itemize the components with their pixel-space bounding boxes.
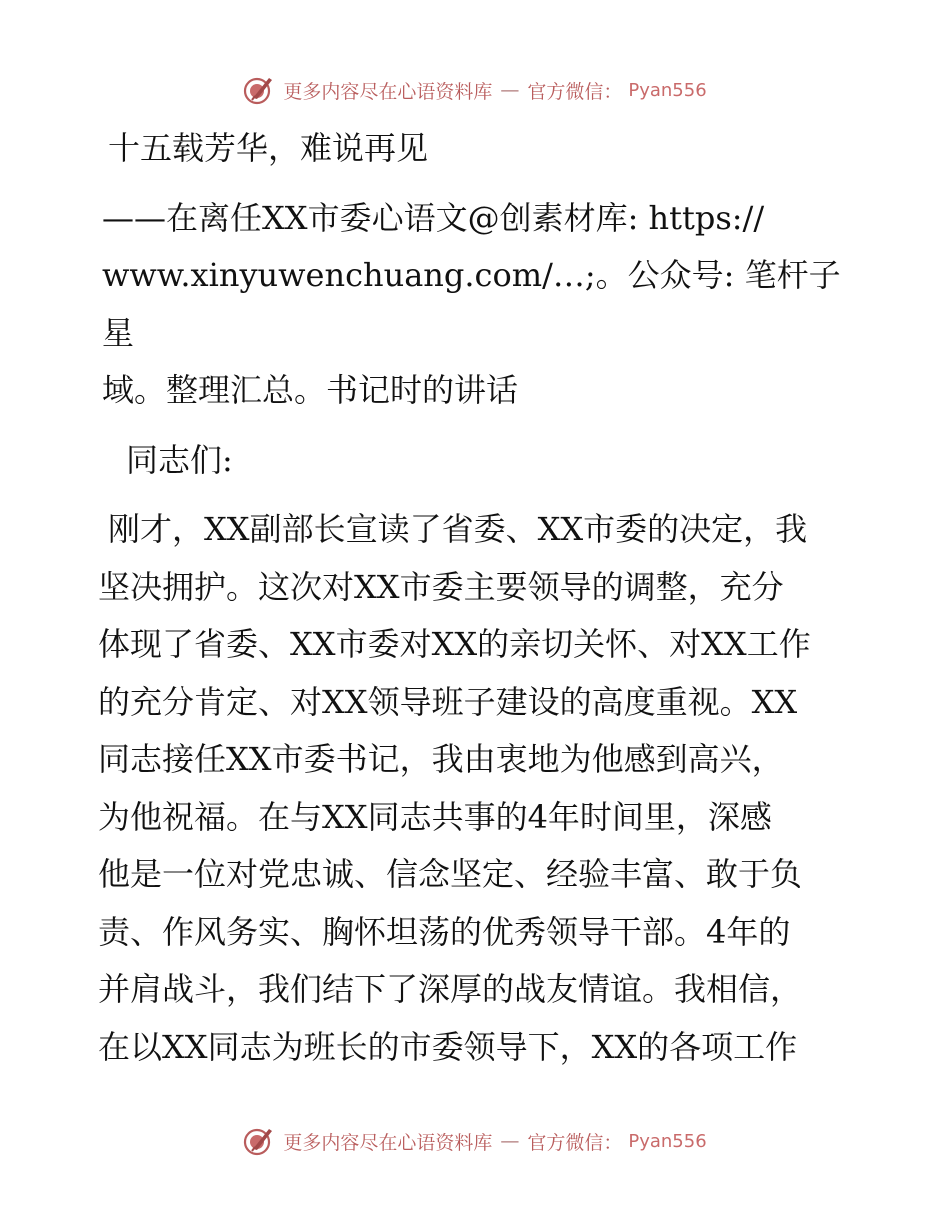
- document-title: 十五载芳华，难说再见: [108, 129, 429, 167]
- body-line: 的充分肯定、对XX领导班子建设的高度重视。XX: [98, 682, 798, 721]
- body-line: 刚才，XX副部长宣读了省委、XX市委的决定，我: [108, 510, 808, 548]
- greeting: 同志们:: [126, 440, 233, 479]
- watermark-header: [0, 72, 950, 108]
- body-line: 为他祝福。在与XX同志共事的4年时间里，深感: [98, 797, 772, 836]
- watermark-wechat-id: Pyan556: [628, 1130, 707, 1152]
- body-line: 他是一位对党忠诚、信念坚定、经验丰富、敢于负: [98, 855, 803, 893]
- body-line: 坚决拥护。这次对XX市委主要领导的调整，充分: [98, 567, 784, 606]
- watermark-separator: —: [500, 1130, 520, 1152]
- watermark-wechat-label: 官方微信：: [527, 1131, 623, 1154]
- quill-seal-icon: [243, 74, 275, 106]
- watermark-site-text: 更多内容尽在心语资料库: [283, 1131, 493, 1154]
- watermark-separator: —: [500, 79, 520, 101]
- watermark-wechat-id: Pyan556: [628, 79, 707, 101]
- body-line: 在以XX同志为班长的市委领导下，XX的各项工作: [98, 1027, 798, 1066]
- body-line: 并肩战斗，我们结下了深厚的战友情谊。我相信，: [98, 970, 803, 1008]
- subtitle-line: www.xinyuwenchuang.com/…;。公众号: 笔杆子星: [102, 256, 841, 352]
- subtitle-line: ——在离任XX市委心语文@创素材库: https://: [102, 198, 765, 237]
- watermark-wechat-label: 官方微信：: [527, 80, 623, 103]
- subtitle-line: 域。整理汇总。书记时的讲话: [102, 371, 519, 409]
- body-line: 责、作风务实、胸怀坦荡的优秀领导干部。4年的: [98, 912, 791, 951]
- body-line: 同志接任XX市委书记，我由衷地为他感到高兴，: [98, 740, 784, 778]
- document-subtitle: [98, 190, 858, 420]
- watermark-footer: [0, 1123, 950, 1159]
- watermark-site-text: 更多内容尽在心语资料库: [283, 80, 493, 103]
- document-body: [98, 120, 858, 1076]
- body-paragraph: [98, 501, 858, 1076]
- body-line: 体现了省委、XX市委对XX的亲切关怀、对XX工作: [98, 625, 811, 663]
- quill-seal-icon: [243, 1125, 275, 1157]
